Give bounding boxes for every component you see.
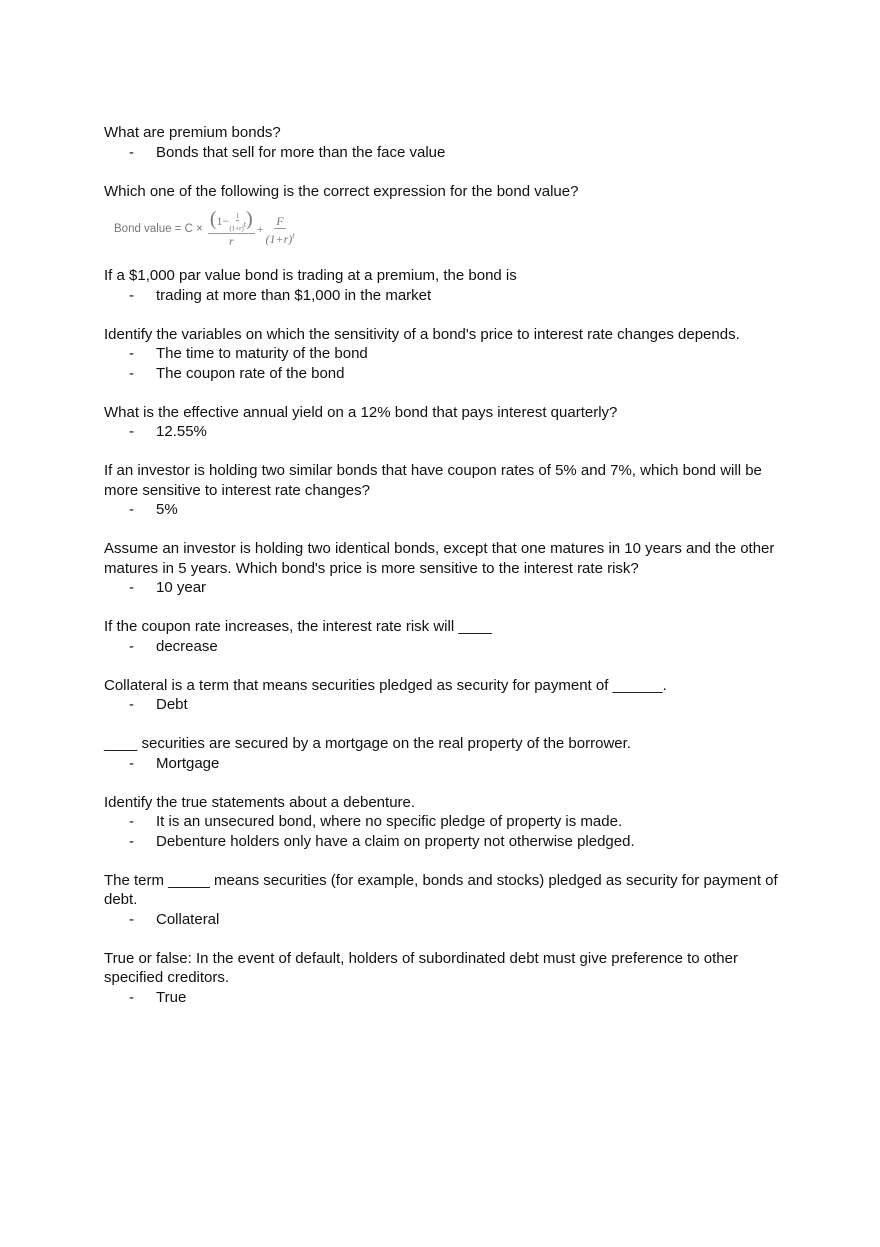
question-text: Which one of the following is the correct expression for the bond value? <box>104 182 579 200</box>
answer-item <box>104 500 794 520</box>
formula-label: Bond value = C × <box>114 222 203 235</box>
bullet-dash: - <box>129 345 134 362</box>
qa-item <box>104 182 794 259</box>
qa-item <box>104 403 794 442</box>
question-text: Collateral is a term that means securities pledged as security for payment of ______. <box>104 676 667 694</box>
answer-list <box>104 637 794 657</box>
bullet-dash: - <box>129 286 134 304</box>
formula-plus: + <box>256 221 264 236</box>
answer-text: 12.55% <box>156 423 207 440</box>
answer-text: Bonds that sell for more than the face value <box>156 143 446 161</box>
bullet-dash: - <box>129 143 134 161</box>
bullet-dash: - <box>129 754 134 772</box>
qa-item <box>104 793 794 852</box>
bullet-dash: - <box>129 696 134 713</box>
answer-text: Debt <box>156 696 188 713</box>
question-text: If an investor is holding two similar bonds that have coupon rates of 5% and 7%, which bond will be more sensitive to interest rate changes? <box>104 462 762 499</box>
answer-item <box>104 422 794 442</box>
bullet-dash: - <box>129 813 134 830</box>
answer-text: The time to maturity of the bond <box>156 345 368 362</box>
answer-item <box>104 286 794 306</box>
answer-list <box>104 143 794 163</box>
answer-text: 10 year <box>156 579 207 596</box>
answer-text: It is an unsecured bond, where no specific pledge of property is made. <box>156 813 623 830</box>
answer-list <box>104 286 794 306</box>
formula-fraction-2: $\frac{F}{(1+r)^t}$ <box>265 213 295 246</box>
answer-item <box>104 988 794 1008</box>
bullet-dash: - <box>129 832 134 850</box>
question-text: What are premium bonds? <box>104 124 281 141</box>
answer-item <box>104 812 794 832</box>
answer-list <box>104 988 794 1008</box>
qa-item <box>104 325 794 384</box>
bullet-dash: - <box>129 501 134 518</box>
formula-fraction-1: (1− $\frac{1}{(1+r)^t}$ ) r <box>209 208 253 248</box>
answer-item <box>104 344 794 364</box>
qa-item <box>104 676 794 715</box>
qa-item <box>104 539 794 598</box>
answer-item <box>104 910 794 930</box>
answer-list <box>104 422 794 442</box>
bond-value-formula-image <box>104 201 794 258</box>
answer-item <box>104 637 794 657</box>
bullet-dash: - <box>129 364 134 382</box>
answer-list <box>104 500 794 520</box>
answer-item <box>104 695 794 715</box>
answer-item <box>104 143 794 163</box>
answer-list <box>104 812 794 851</box>
question-text: If a $1,000 par value bond is trading at a premium, the bond is <box>104 267 517 284</box>
question-text: What is the effective annual yield on a 12% bond that pays interest quarterly? <box>104 403 618 421</box>
answer-list <box>104 754 794 774</box>
question-text: If the coupon rate increases, the interest rate risk will ____ <box>104 618 492 635</box>
answer-list <box>104 910 794 930</box>
bullet-dash: - <box>129 637 134 655</box>
bullet-dash: - <box>129 910 134 928</box>
qa-item <box>104 266 794 305</box>
qa-item <box>104 123 794 162</box>
document-page <box>104 123 794 1027</box>
question-text: The term _____ means securities (for example, bonds and stocks) pledged as security for payment of debt. <box>104 871 778 908</box>
question-text: True or false: In the event of default, holders of subordinated debt must give preference to other specified creditors. <box>104 949 738 986</box>
question-text: Identify the variables on which the sensitivity of a bond's price to interest rate changes depends. <box>104 325 740 343</box>
answer-list <box>104 695 794 715</box>
answer-item <box>104 578 794 598</box>
question-text: ____ securities are secured by a mortgage on the real property of the borrower. <box>104 735 631 752</box>
question-text: Assume an investor is holding two identical bonds, except that one matures in 10 years and the other matures in 5 years. Which bond's price is more sensitive to the interest rate risk? <box>104 540 775 577</box>
answer-item <box>104 832 794 852</box>
answer-text: trading at more than $1,000 in the market <box>156 286 432 304</box>
answer-text: decrease <box>156 637 218 655</box>
qa-item <box>104 734 794 773</box>
answer-list <box>104 578 794 598</box>
answer-text: Collateral <box>156 910 220 928</box>
qa-item <box>104 461 794 520</box>
bullet-dash: - <box>129 423 134 440</box>
bullet-dash: - <box>129 988 134 1006</box>
answer-item <box>104 754 794 774</box>
question-text: Identify the true statements about a debenture. <box>104 793 416 811</box>
answer-text: The coupon rate of the bond <box>156 364 345 382</box>
answer-item <box>104 364 794 384</box>
bullet-dash: - <box>129 579 134 596</box>
answer-text: Mortgage <box>156 754 220 772</box>
qa-item <box>104 617 794 656</box>
answer-text: True <box>156 988 187 1006</box>
qa-item <box>104 949 794 1008</box>
answer-list <box>104 344 794 383</box>
qa-item <box>104 871 794 930</box>
answer-text: Debenture holders only have a claim on property not otherwise pledged. <box>156 832 635 850</box>
answer-text: 5% <box>156 501 178 518</box>
